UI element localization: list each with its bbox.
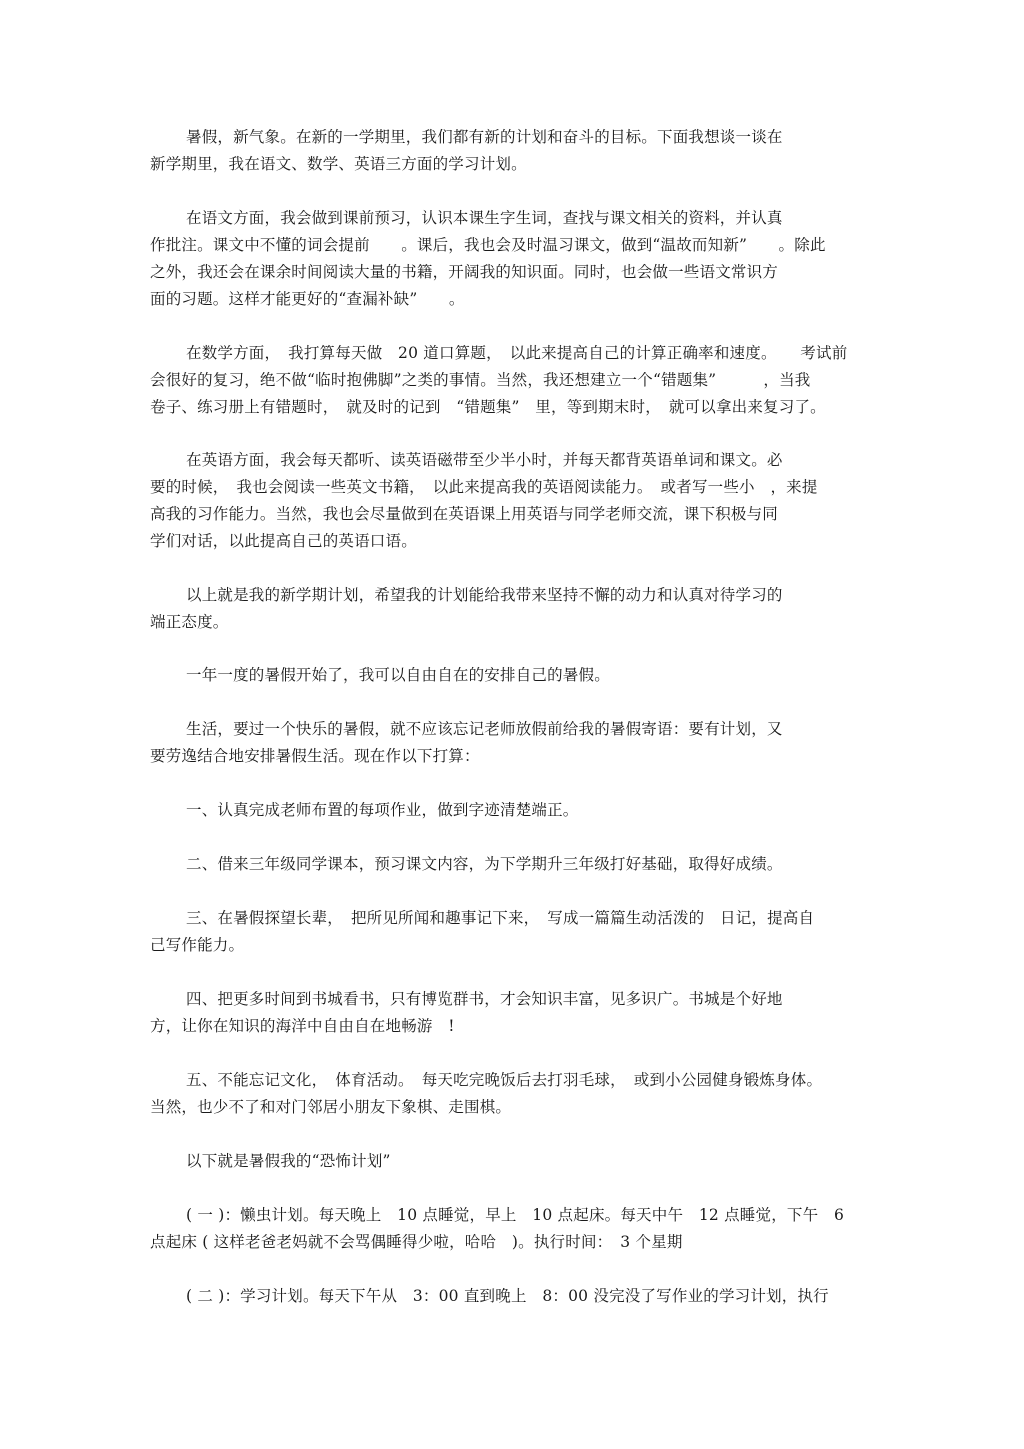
- text-line: 以下就是暑假我的“恐怖计划”: [186, 1152, 391, 1170]
- paragraph-english-plan: [150, 447, 880, 555]
- paragraph-scary-plan-intro: [150, 1148, 880, 1175]
- paragraph-item-one: [150, 797, 880, 824]
- paragraph-chinese-plan: [150, 205, 880, 313]
- text-line: 面的习题。这样才能更好的“查漏补缺” 。: [150, 290, 465, 308]
- text-line: 当然，也少不了和对门邻居小朋友下象棋、走围棋。: [150, 1098, 512, 1116]
- text-line: 作批注。课文中不懂的词会提前 。课后，我也会及时温习课文，做到“温故而知新” 。除此: [150, 236, 826, 254]
- text-line: 新学期里，我在语文、数学、英语三方面的学习计划。: [150, 155, 527, 173]
- text-line: 一年一度的暑假开始了，我可以自由自在的安排自己的暑假。: [186, 666, 610, 684]
- text-line: 高我的习作能力。当然，我也会尽量做到在英语课上用英语与同学老师交流，课下积极与同: [150, 505, 779, 523]
- text-line: 三、在暑假探望长辈， 把所见所闻和趣事记下来， 写成一篇篇生动活泼的 日记，提高自: [186, 909, 815, 927]
- paragraph-item-four: [150, 986, 880, 1040]
- text-line: 暑假，新气象。在新的一学期里，我们都有新的计划和奋斗的目标。下面我想谈一谈在: [186, 128, 783, 146]
- text-line: 五、不能忘记文化， 体育活动。 每天吃完晚饭后去打羽毛球， 或到小公园健身锻炼身体。: [186, 1071, 823, 1089]
- paragraph-math-plan: [150, 340, 880, 421]
- text-line: ( 一 )：懒虫计划。每天晚上 10 点睡觉，早上 10 点起床。每天中午 12 点睡觉，下午 6: [186, 1206, 845, 1224]
- paragraph-item-five: [150, 1067, 880, 1121]
- text-line: 以上就是我的新学期计划，希望我的计划能给我带来坚持不懈的动力和认真对待学习的: [186, 586, 783, 604]
- text-line: 生活，要过一个快乐的暑假，就不应该忘记老师放假前给我的暑假寄语：要有计划，又: [186, 720, 783, 738]
- text-line: 卷子、练习册上有错题时， 就及时的记到 “错题集” 里，等到期末时， 就可以拿出来复习了。: [150, 398, 826, 416]
- paragraph-item-two: [150, 851, 880, 878]
- paragraph-summary: [150, 582, 880, 636]
- paragraph-summer-life: [150, 716, 880, 770]
- text-line: 要劳逸结合地安排暑假生活。现在作以下打算：: [150, 747, 480, 765]
- text-line: 会很好的复习，绝不做“临时抱佛脚”之类的事情。当然，我还想建立一个“错题集” ，当我: [150, 371, 811, 389]
- text-line: 在英语方面，我会每天都听、读英语磁带至少半小时，并每天都背英语单词和课文。必: [186, 451, 783, 469]
- text-line: 端正态度。: [150, 613, 229, 631]
- text-line: 方，让你在知识的海洋中自由自在地畅游 !: [150, 1017, 455, 1035]
- text-line: 二、借来三年级同学课本，预习课文内容，为下学期升三年级打好基础，取得好成绩。: [186, 855, 783, 873]
- text-line: 在数学方面， 我打算每天做 20 道口算题， 以此来提高自己的计算正确率和速度。 考试前: [186, 344, 848, 362]
- text-line: ( 二 )：学习计划。每天下午从 3：00 直到晚上 8：00 没完没了写作业的学习计划，执行: [186, 1287, 829, 1305]
- text-line: 一、认真完成老师布置的每项作业，做到字迹清楚端正。: [186, 801, 579, 819]
- text-line: 之外，我还会在课余时间阅读大量的书籍，开阔我的知识面。同时，也会做一些语文常识方: [150, 263, 779, 281]
- text-line: 在语文方面，我会做到课前预习，认识本课生字生词，查找与课文相关的资料，并认真: [186, 209, 783, 227]
- paragraph-study-plan: [150, 1283, 880, 1310]
- text-line: 点起床 ( 这样老爸老妈就不会骂偶睡得少啦，哈哈 )。执行时间： 3 个星期: [150, 1233, 683, 1251]
- paragraph-intro: [150, 124, 880, 178]
- paragraph-lazy-plan: [150, 1202, 880, 1256]
- text-line: 四、把更多时间到书城看书，只有博览群书，才会知识丰富，见多识广。书城是个好地: [186, 990, 783, 1008]
- paragraph-item-three: [150, 905, 880, 959]
- paragraph-summer-start: [150, 662, 880, 689]
- text-line: 要的时候， 我也会阅读一些英文书籍， 以此来提高我的英语阅读能力。 或者写一些小 ，来提: [150, 478, 818, 496]
- text-line: 学们对话，以此提高自己的英语口语。: [150, 532, 417, 550]
- text-line: 己写作能力。: [150, 936, 245, 954]
